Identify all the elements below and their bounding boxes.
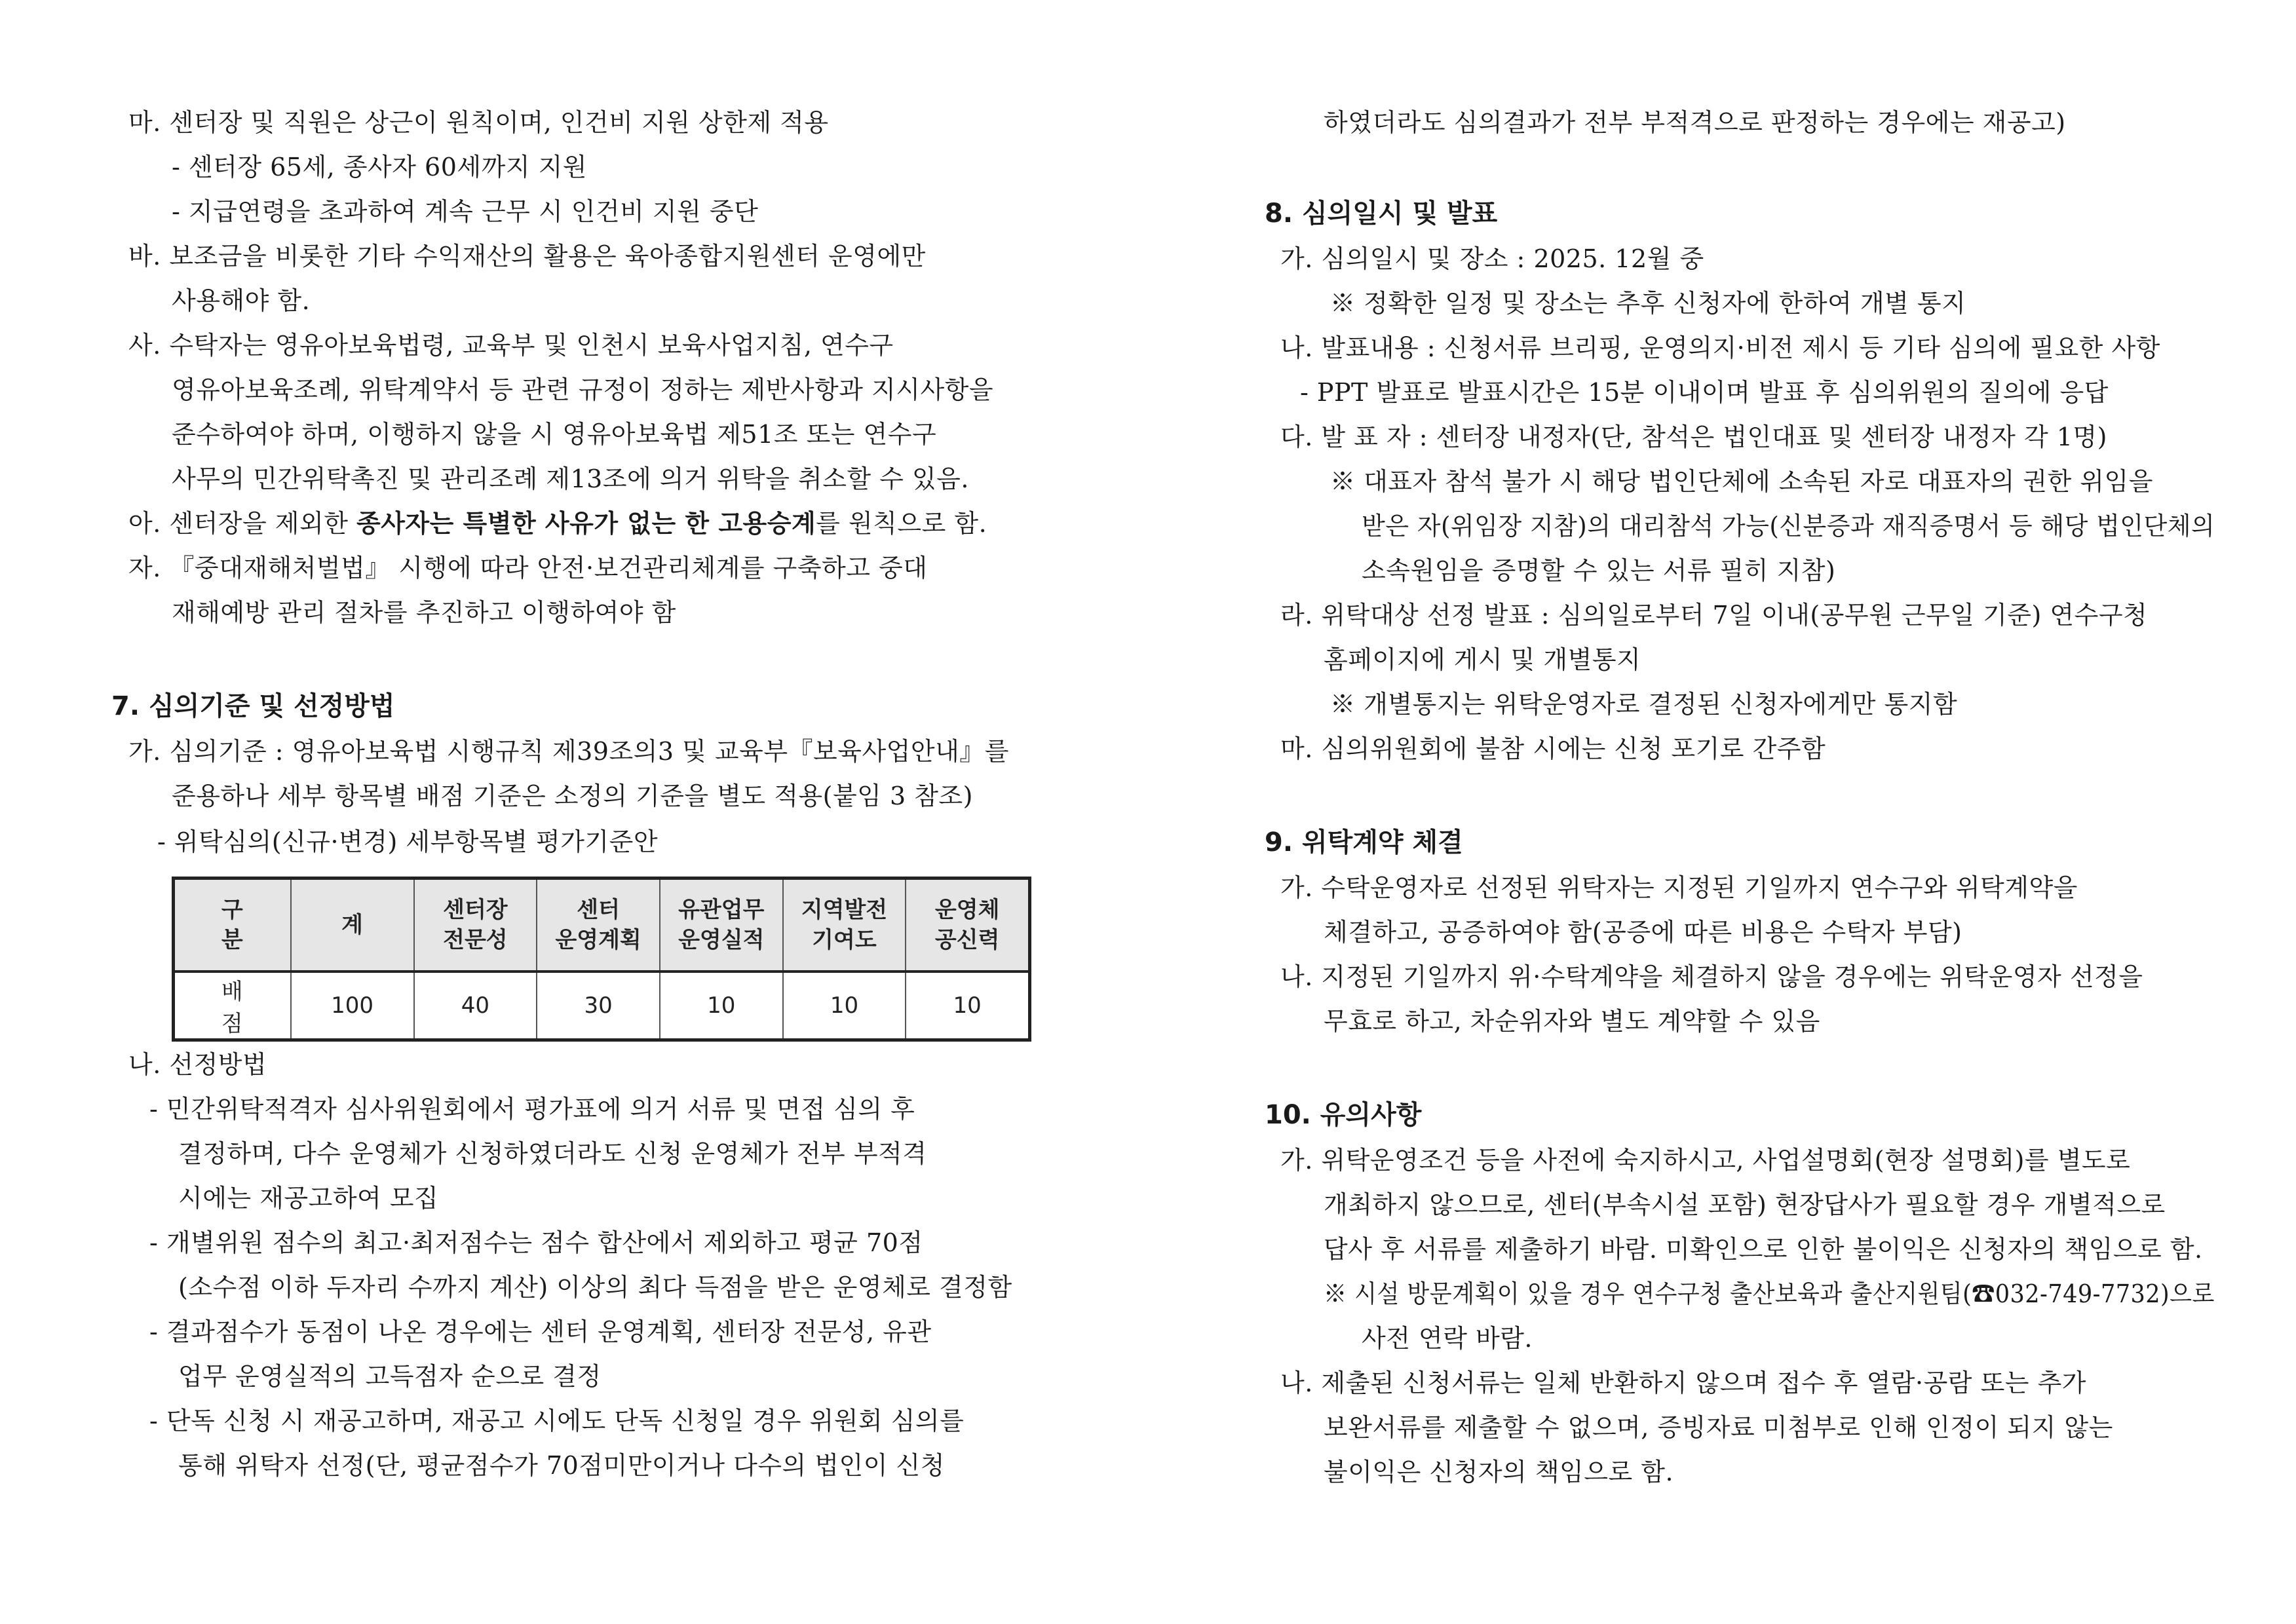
item-sa: 사. 수탁자는 영유아보육법령, 교육부 및 인천시 보육사업지침, 연수구: [128, 331, 894, 360]
section9-heading: 9. 위탁계약 체결: [1265, 827, 1463, 858]
s10-line-4: ※ 시설 방문계획이 있을 경우 연수구청 출산보육과 출산지원팀(☎032-749-7732)으로: [1324, 1279, 2215, 1308]
item-ja-cont: 재해예방 관리 절차를 추진하고 이행하여야 함: [172, 598, 676, 627]
s8-line-8: 소속원임을 증명할 수 있는 서류 필히 지참): [1362, 556, 1836, 585]
header-credibility-l2: 공신력: [934, 926, 1000, 953]
item-sa-cont2: 준수하여야 하며, 이행하지 않을 시 영유아보육법 제51조 또는 연수구: [172, 420, 937, 449]
s9-line-2: 체결하고, 공증하여야 함(공증에 따른 비용은 수탁자 부담): [1324, 918, 1962, 947]
s8-line-3: 나. 발표내용 : 신청서류 브리핑, 운영의지·비전 제시 등 기타 심의에 필요한 사항: [1280, 333, 2160, 362]
method-line-4: 시에는 재공고하여 모집: [178, 1184, 439, 1213]
header-record-l1: 유관업무: [678, 896, 765, 923]
criteria-line-1: 가. 심의기준 : 영유아보육법 시행규칙 제39조의3 및 교육부『보육사업안내』를: [128, 737, 1010, 766]
method-line-6: (소수점 이하 두자리 수까지 계산) 이상의 최다 득점을 받은 운영체로 결정함: [178, 1273, 1012, 1302]
s8-line-1: 가. 심의일시 및 장소 : 2025. 12월 중: [1280, 244, 1704, 273]
header-credibility-l1: 운영체: [934, 896, 1000, 923]
method-line-2: - 민간위탁적격자 심사위원회에서 평가표에 의거 서류 및 면접 심의 후: [149, 1095, 915, 1124]
header-region-l2: 기여도: [812, 926, 877, 953]
score-table: [172, 877, 1031, 1042]
s10-line-6: 나. 제출된 신청서류는 일체 반환하지 않으며 접수 후 열람·공람 또는 추가: [1280, 1369, 2086, 1397]
s10-line-5: 사전 연락 바람.: [1362, 1324, 1533, 1353]
method-line-8: 업무 운영실적의 고득점자 순으로 결정: [178, 1362, 602, 1391]
cell-director: 40: [414, 972, 537, 1040]
item-ma-sub2: - 지급연령을 초과하여 계속 근무 시 인건비 지원 중단: [172, 197, 759, 226]
header-record-l2: 운영실적: [678, 926, 765, 953]
section7-heading: 7. 심의기준 및 선정방법: [111, 691, 395, 721]
method-line-1: 나. 선정방법: [128, 1050, 267, 1079]
s10-line-7: 보완서류를 제출할 수 없으며, 증빙자료 미첨부로 인해 인정이 되지 않는: [1324, 1413, 2113, 1442]
s10-line-8: 불이익은 신청자의 책임으로 함.: [1324, 1458, 1674, 1486]
s8-line-11: ※ 개별통지는 위탁운영자로 결정된 신청자에게만 통지함: [1330, 690, 1958, 719]
section10-heading: 10. 유의사항: [1265, 1100, 1422, 1130]
s8-line-5: 다. 발 표 자 : 센터장 내정자(단, 참석은 법인대표 및 센터장 내정자 각 1명): [1280, 423, 2107, 451]
header-plan-l2: 운영계획: [555, 926, 641, 953]
cell-plan: 30: [537, 972, 660, 1040]
criteria-line-2: 준용하나 세부 항목별 배점 기준은 소정의 기준을 별도 적용(붙임 3 참조): [172, 782, 973, 810]
header-region: [783, 878, 906, 972]
s8-line-6: ※ 대표자 참석 불가 시 해당 법인단체에 소속된 자로 대표자의 권한 위임을: [1330, 467, 2153, 496]
cell-region: 10: [783, 972, 906, 1040]
s10-line-1: 가. 위탁운영조건 등을 사전에 숙지하시고, 사업설명회(현장 설명회)를 별도로: [1280, 1146, 2131, 1175]
header-director: [414, 878, 537, 972]
item-a-bold: 종사자는 특별한 사유가 없는 한 고용승계: [356, 509, 816, 538]
section8-heading: 8. 심의일시 및 발표: [1265, 198, 1498, 229]
header-record: [660, 878, 783, 972]
method-line-10: 통해 위탁자 선정(단, 평균점수가 70점미만이거나 다수의 법인이 신청: [178, 1451, 945, 1480]
s8-line-9: 라. 위탁대상 선정 발표 : 심의일로부터 7일 이내(공무원 근무일 기준) 연수구청: [1280, 601, 2148, 630]
header-credibility: [906, 878, 1029, 972]
method-line-7: - 결과점수가 동점이 나온 경우에는 센터 운영계획, 센터장 전문성, 유관: [149, 1317, 932, 1346]
cell-total: 100: [291, 972, 414, 1040]
item-sa-cont1: 영유아보육조례, 위탁계약서 등 관련 규정이 정하는 제반사항과 지시사항을: [172, 375, 994, 404]
criteria-line-3: - 위탁심의(신규·변경) 세부항목별 평가기준안: [157, 827, 659, 856]
s9-line-4: 무효로 하고, 차순위자와 별도 계약할 수 있음: [1324, 1007, 1820, 1036]
s10-line-2: 개최하지 않으므로, 센터(부속시설 포함) 현장답사가 필요할 경우 개별적으로: [1324, 1190, 2166, 1219]
s8-line-10: 홈페이지에 게시 및 개별통지: [1324, 645, 1641, 674]
item-ja: 자. 『중대재해처벌법』 시행에 따라 안전·보건관리체계를 구축하고 중대: [128, 554, 928, 582]
header-region-l1: 지역발전: [801, 896, 888, 923]
s8-line-7: 받은 자(위임장 지참)의 대리참석 가능(신분증과 재직증명서 등 해당 법인단체의: [1362, 512, 2215, 540]
header-category: 구 분: [174, 878, 291, 972]
header-plan: [537, 878, 660, 972]
item-ma: 마. 센터장 및 직원은 상근이 원칙이며, 인건비 지원 상한제 적용: [128, 108, 829, 137]
s8-line-4: - PPT 발표로 발표시간은 15분 이내이며 발표 후 심의위원의 질의에 응답: [1300, 378, 2109, 407]
continuation-line: 하였더라도 심의결과가 전부 부적격으로 판정하는 경우에는 재공고): [1324, 108, 2066, 137]
item-ba: 바. 보조금을 비롯한 기타 수익재산의 활용은 육아종합지원센터 운영에만: [128, 242, 926, 271]
score-table-header-row: [174, 878, 1030, 972]
s10-line-3: 답사 후 서류를 제출하기 바람. 미확인으로 인한 불이익은 신청자의 책임으로 함.: [1324, 1235, 2203, 1264]
method-line-3: 결정하며, 다수 운영체가 신청하였더라도 신청 운영체가 전부 부적격: [178, 1139, 927, 1168]
cell-label: 배 점: [174, 972, 291, 1040]
item-a: [128, 508, 987, 538]
item-ma-sub1: - 센터장 65세, 종사자 60세까지 지원: [172, 153, 588, 181]
s8-line-2: ※ 정확한 일정 및 장소는 추후 신청자에 한하여 개별 통지: [1330, 289, 1966, 318]
header-total: 계: [291, 878, 414, 972]
header-director-l1: 센터장: [443, 896, 508, 923]
s9-line-1: 가. 수탁운영자로 선정된 위탁자는 지정된 기일까지 연수구와 위탁계약을: [1280, 873, 2078, 902]
cell-record: 10: [660, 972, 783, 1040]
header-director-l2: 전문성: [443, 926, 508, 953]
item-a-post: 를 원칙으로 함.: [816, 509, 987, 538]
item-ba-cont: 사용해야 함.: [172, 286, 311, 315]
s8-line-12: 마. 심의위원회에 불참 시에는 신청 포기로 간주함: [1280, 734, 1826, 763]
s9-line-3: 나. 지정된 기일까지 위·수탁계약을 체결하지 않을 경우에는 위탁운영자 선정을: [1280, 962, 2143, 991]
item-sa-cont3: 사무의 민간위탁촉진 및 관리조례 제13조에 의거 위탁을 취소할 수 있음.: [172, 464, 969, 493]
score-table-row: [174, 972, 1030, 1040]
cell-credibility: 10: [906, 972, 1029, 1040]
header-plan-l1: 센터: [577, 896, 620, 923]
method-line-5: - 개별위원 점수의 최고·최저점수는 점수 합산에서 제외하고 평균 70점: [149, 1228, 923, 1257]
item-a-pre: 아. 센터장을 제외한: [128, 509, 356, 538]
method-line-9: - 단독 신청 시 재공고하며, 재공고 시에도 단독 신청일 경우 위원회 심의를: [149, 1407, 965, 1435]
